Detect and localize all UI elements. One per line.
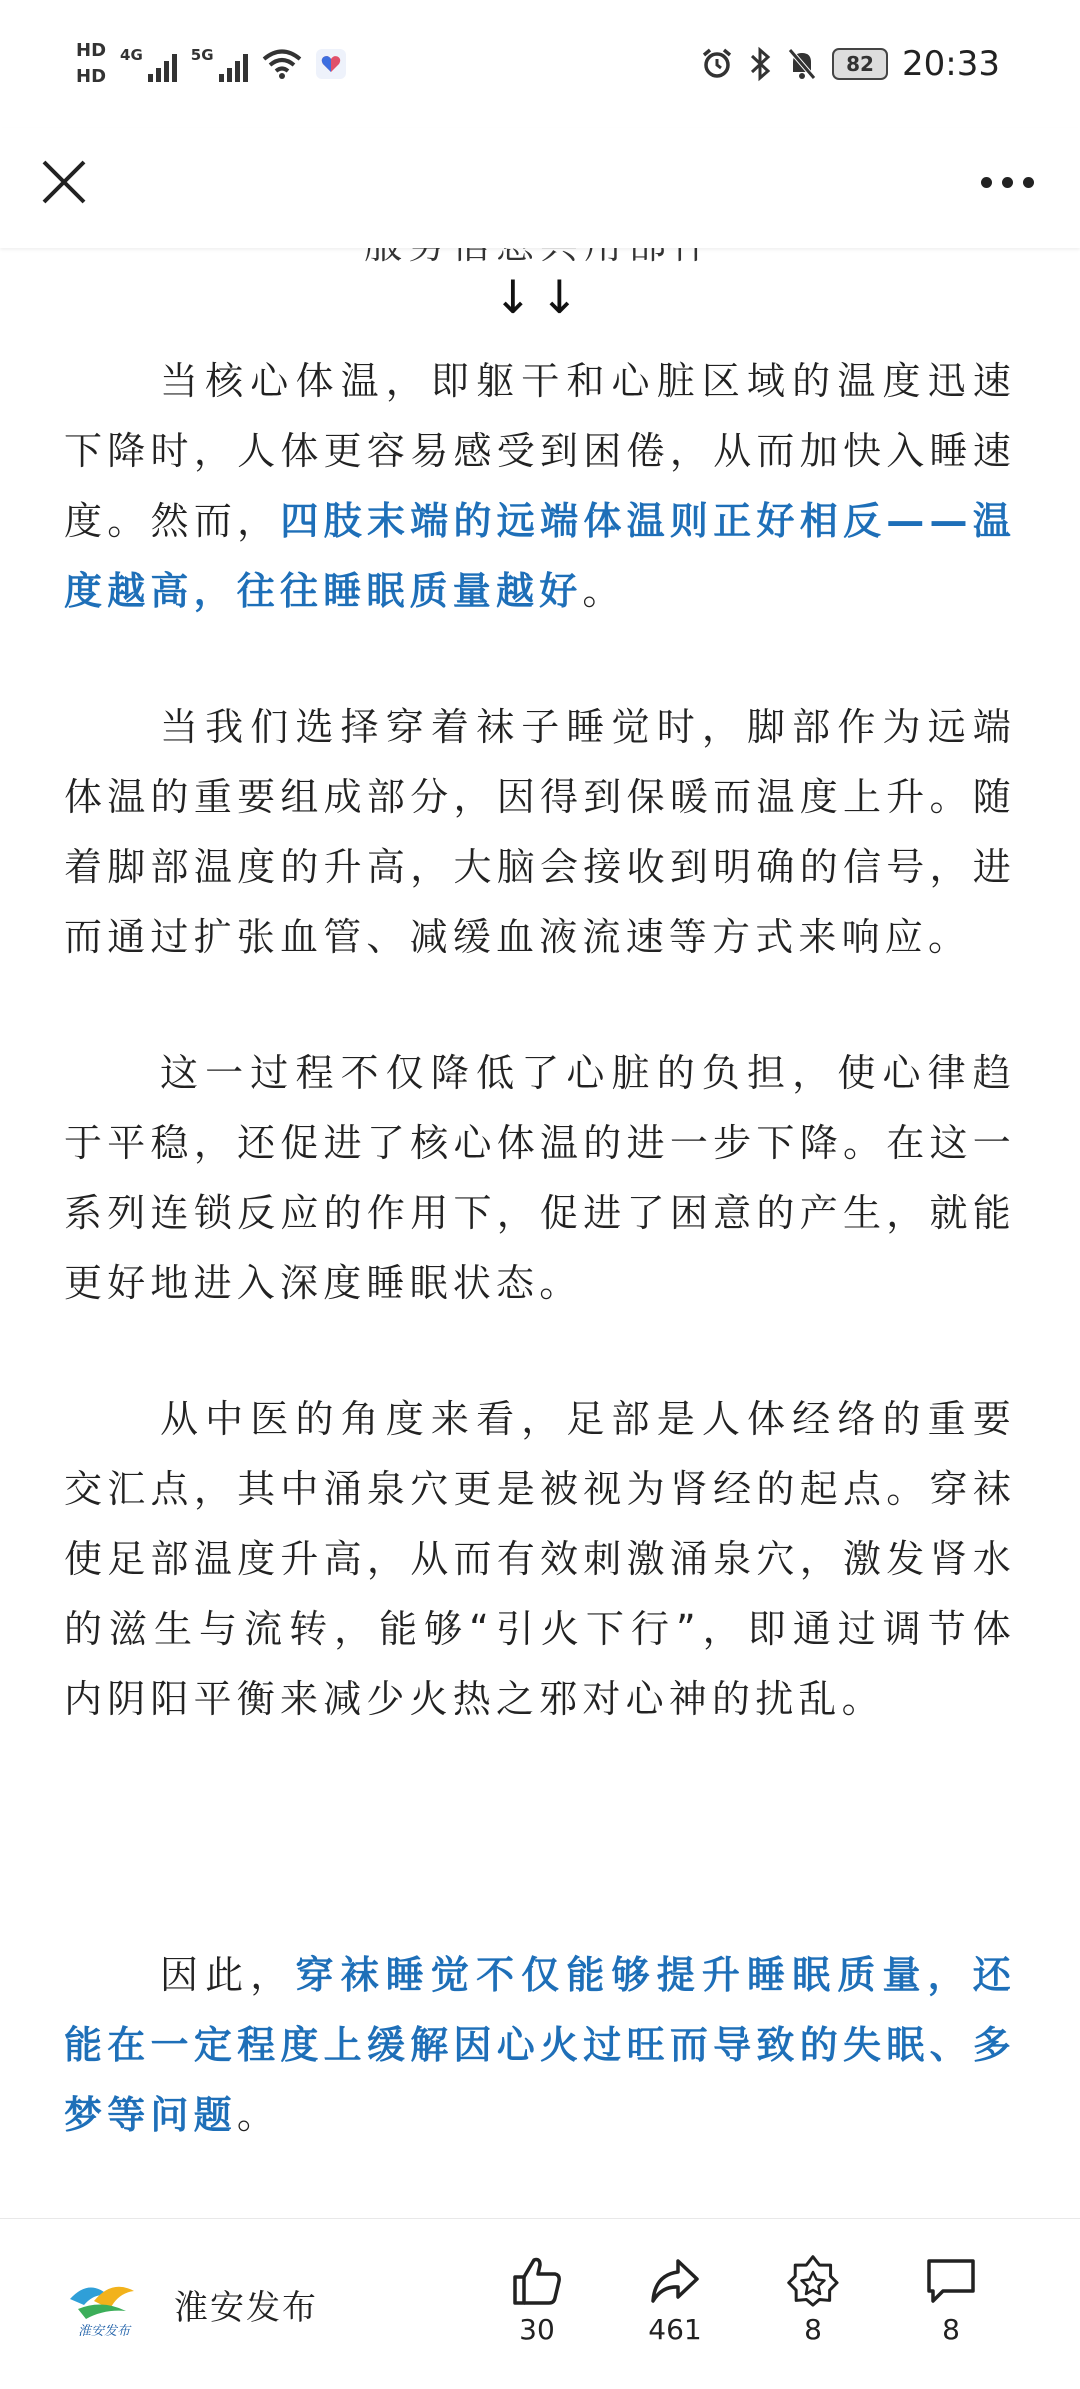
p5-text-a: 因此， [160, 1953, 296, 1997]
clock: 20:33 [902, 44, 1000, 84]
wifi-icon [262, 48, 302, 80]
more-dot [981, 177, 992, 188]
more-dot [1002, 177, 1013, 188]
thumbs-up-icon [509, 2253, 565, 2309]
more-options-button[interactable] [962, 146, 1052, 218]
logo-text: 淮安发布 [77, 2324, 131, 2339]
more-dot [1023, 177, 1034, 188]
paragraph-2: 当我们选择穿着袜子睡觉时，脚部作为远端体温的重要组成部分，因得到保暖而温度上升。随着脚部温度的升高，大脑会接收到明确的信号，进而通过扩张血管、减缓血液流速等方式来响应。 [64, 705, 1016, 959]
article-content[interactable] [0, 248, 1080, 2218]
close-icon [40, 158, 88, 206]
net2-label: 5G [190, 46, 214, 64]
mute-bell-icon [786, 47, 818, 81]
like-count: 30 [519, 2313, 555, 2346]
like-button[interactable] [482, 2253, 592, 2346]
close-button[interactable] [28, 146, 100, 218]
status-right [700, 38, 1000, 90]
share-button[interactable] [620, 2253, 730, 2346]
top-navigation-bar [0, 128, 1080, 248]
status-bar [0, 0, 1080, 128]
publisher-logo [64, 2269, 144, 2339]
signal-icon [120, 46, 177, 82]
p5-text-c: 。 [236, 2093, 281, 2137]
hd1-label: HD [76, 40, 107, 61]
p1-text-a: 当核心体温，即躯干和心脏区域的温度迅速下降时，人体更容易感受到困倦，从而加快入睡速度。然而， [64, 359, 1016, 543]
comment-button[interactable] [896, 2253, 1006, 2346]
p1-text-c: 。 [582, 569, 626, 613]
hd-indicators [76, 41, 106, 87]
net1-label: 4G [120, 46, 143, 64]
status-left [76, 34, 346, 94]
battery-indicator: 82 [832, 48, 888, 80]
share-count: 461 [648, 2313, 702, 2346]
bottom-action-bar [0, 2218, 1080, 2389]
share-icon [647, 2253, 703, 2309]
p1-highlight: 四肢末端的远端体温则正好相反——温度越高，往往睡眠质量越好 [64, 499, 1016, 613]
paragraph-3: 这一过程不仅降低了心脏的负担，使心律趋于平稳，还促进了核心体温的进一步下降。在这一系列连锁反应的作用下，促进了困意的产生，就能更好地进入深度睡眠状态。 [64, 1051, 1016, 1305]
collect-button[interactable] [758, 2253, 868, 2346]
signal-icon-2 [191, 46, 248, 82]
paragraph-4: 从中医的角度来看，足部是人体经络的重要交汇点，其中涌泉穴更是被视为肾经的起点。穿袜使足部温度升高，从而有效刺激涌泉穴，激发肾水的滋生与流转，能够“引火下行”，即通过调节体内阴阳平衡来减少火热之邪对心神的扰乱。 [64, 1397, 1016, 1721]
app-notification-icon [316, 49, 346, 79]
publisher-account[interactable] [64, 2269, 318, 2339]
bluetooth-icon [748, 47, 772, 81]
paragraph-1 [64, 346, 1016, 626]
hd2-label: HD [76, 66, 107, 87]
comment-icon [923, 2253, 979, 2309]
down-arrows: ↓↓ [493, 270, 587, 324]
p5-highlight: 穿袜睡觉不仅能够提升睡眠质量，还能在一定程度上缓解因心火过旺而导致的失眠、多梦等问题 [64, 1953, 1016, 2137]
alarm-icon [700, 47, 734, 81]
star-badge-icon [785, 2253, 841, 2309]
comment-count: 8 [942, 2313, 960, 2346]
paragraph-5 [64, 1940, 1016, 2150]
publisher-name: 淮安发布 [174, 2287, 318, 2328]
collect-count: 8 [804, 2313, 822, 2346]
